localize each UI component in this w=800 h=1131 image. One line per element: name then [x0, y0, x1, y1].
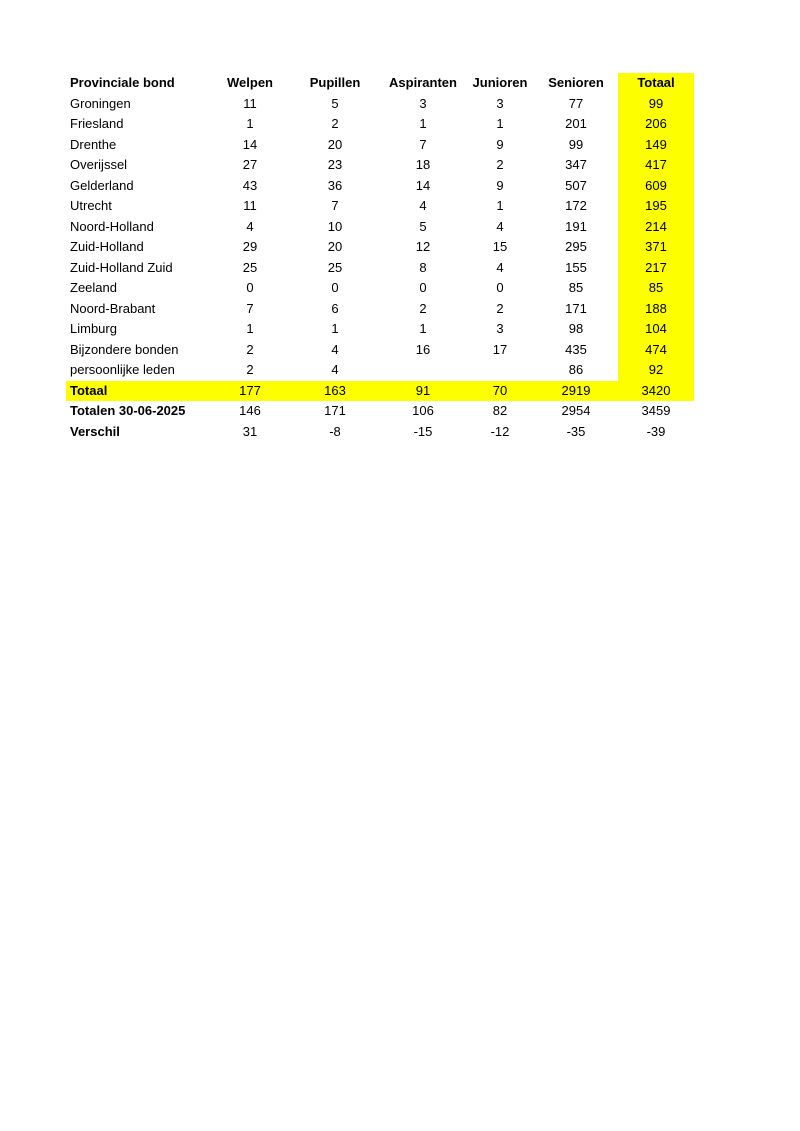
table-row [66, 176, 694, 197]
cell-totaal: 85 [618, 278, 694, 299]
cell-totaal: 206 [618, 114, 694, 135]
difference-row [66, 422, 694, 443]
cell-totaal: 474 [618, 340, 694, 361]
cell-senioren: 171 [565, 300, 587, 316]
cell-welpen: 43 [242, 177, 258, 193]
table-row [66, 299, 694, 320]
previous-aspiranten: 106 [412, 403, 434, 418]
cell-totaal: 371 [618, 237, 694, 258]
diff-senioren: -35 [566, 423, 586, 439]
province-name: Noord-Brabant [70, 300, 156, 316]
cell-senioren: 85 [568, 280, 584, 295]
cell-senioren: 507 [565, 177, 587, 193]
previous-totals-label: Totalen 30-06-2025 [70, 403, 186, 418]
table-row [66, 135, 694, 156]
province-name: Friesland [70, 116, 124, 131]
total-row [66, 381, 694, 402]
table-row [66, 217, 694, 238]
table-row [66, 114, 694, 135]
province-name: Limburg [70, 321, 117, 336]
province-name: Utrecht [70, 198, 112, 213]
cell-senioren: 98 [568, 321, 584, 336]
cell-welpen: 14 [242, 136, 258, 152]
cell-totaal: 99 [618, 94, 694, 115]
table-row [66, 258, 694, 279]
cell-totaal: 92 [618, 360, 694, 381]
cell-pupillen: 20 [327, 136, 343, 152]
cell-pupillen: 6 [331, 300, 339, 316]
province-name: Bijzondere bonden [70, 341, 179, 357]
cell-totaal: 609 [618, 176, 694, 197]
province-name: persoonlijke leden [70, 362, 175, 377]
cell-aspiranten: 14 [415, 177, 431, 193]
header-row [66, 73, 694, 94]
cell-aspiranten: 1 [419, 321, 427, 336]
cell-junioren [466, 360, 534, 381]
cell-welpen: 4 [246, 218, 254, 234]
cell-junioren: 4 [496, 259, 504, 275]
cell-aspiranten: 4 [419, 198, 427, 213]
table-row [66, 319, 694, 340]
cell-senioren: 347 [565, 157, 587, 172]
cell-pupillen: 7 [331, 198, 339, 213]
cell-pupillen: 23 [327, 157, 343, 172]
header-aspiranten: Aspiranten [389, 75, 457, 90]
total-welpen: 177 [239, 382, 261, 398]
cell-pupillen: 25 [327, 259, 343, 275]
header-provinciale-bond: Provinciale bond [70, 75, 175, 90]
cell-welpen: 7 [246, 300, 254, 316]
cell-pupillen: 1 [331, 321, 339, 336]
cell-senioren: 435 [565, 341, 587, 357]
cell-pupillen: 4 [331, 362, 339, 377]
cell-aspiranten: 1 [419, 116, 427, 131]
diff-welpen: 31 [242, 423, 258, 439]
spreadsheet [66, 73, 694, 442]
cell-aspiranten: 5 [419, 218, 427, 234]
previous-pupillen: 171 [324, 403, 346, 418]
province-name: Zuid-Holland [70, 239, 144, 254]
header-totaal: Totaal [618, 73, 694, 94]
cell-pupillen: 0 [331, 280, 339, 295]
total-aspiranten: 91 [415, 382, 431, 398]
cell-junioren: 3 [496, 95, 504, 111]
cell-junioren: 4 [496, 218, 504, 234]
province-name: Groningen [70, 95, 131, 111]
table-row [66, 196, 694, 217]
cell-junioren: 2 [496, 300, 504, 316]
diff-totaal: -39 [646, 423, 666, 439]
cell-totaal: 214 [618, 217, 694, 238]
cell-senioren: 86 [568, 362, 584, 377]
province-name: Noord-Holland [70, 218, 154, 234]
cell-aspiranten: 7 [419, 136, 427, 152]
cell-senioren: 155 [565, 259, 587, 275]
cell-pupillen: 20 [327, 239, 343, 254]
cell-junioren: 15 [492, 239, 508, 254]
cell-welpen: 0 [246, 280, 254, 295]
previous-totaal: 3459 [641, 403, 671, 418]
cell-pupillen: 4 [331, 341, 339, 357]
province-name: Zeeland [70, 280, 117, 295]
cell-junioren: 9 [496, 177, 504, 193]
total-totaal: 3420 [641, 382, 671, 398]
total-senioren: 2919 [561, 382, 591, 398]
cell-totaal: 104 [618, 319, 694, 340]
cell-junioren: 9 [496, 136, 504, 152]
header-pupillen: Pupillen [309, 75, 361, 90]
province-name: Gelderland [70, 177, 134, 193]
diff-aspiranten: -15 [413, 423, 433, 439]
cell-pupillen: 36 [327, 177, 343, 193]
diff-pupillen: -8 [329, 423, 341, 439]
cell-totaal: 217 [618, 258, 694, 279]
cell-totaal: 188 [618, 299, 694, 320]
cell-aspiranten: 2 [419, 300, 427, 316]
membership-table [66, 73, 694, 442]
cell-welpen: 2 [246, 362, 254, 377]
cell-aspiranten: 12 [415, 239, 431, 254]
previous-senioren: 2954 [561, 403, 591, 418]
cell-aspiranten: 3 [419, 95, 427, 111]
header-junioren: Junioren [472, 75, 528, 90]
cell-pupillen: 2 [331, 116, 339, 131]
cell-welpen: 29 [242, 239, 258, 254]
cell-senioren: 201 [565, 116, 587, 131]
cell-junioren: 1 [496, 116, 504, 131]
cell-aspiranten: 16 [415, 341, 431, 357]
table-row [66, 360, 694, 381]
header-welpen: Welpen [227, 75, 273, 90]
cell-aspiranten: 18 [415, 157, 431, 172]
cell-aspiranten [380, 360, 466, 381]
cell-welpen: 1 [246, 116, 254, 131]
cell-junioren: 3 [496, 321, 504, 336]
table-row [66, 340, 694, 361]
difference-label: Verschil [70, 423, 120, 439]
cell-welpen: 11 [243, 95, 257, 111]
cell-pupillen: 5 [331, 95, 339, 111]
cell-welpen: 1 [246, 321, 254, 336]
previous-welpen: 146 [239, 403, 261, 418]
cell-senioren: 172 [565, 198, 587, 213]
diff-junioren: -12 [490, 423, 510, 439]
cell-junioren: 2 [496, 157, 504, 172]
previous-totals-row [66, 401, 694, 422]
cell-junioren: 0 [496, 280, 504, 295]
province-name: Zuid-Holland Zuid [70, 259, 173, 275]
cell-welpen: 11 [243, 198, 257, 213]
cell-junioren: 1 [496, 198, 504, 213]
cell-senioren: 77 [568, 95, 584, 111]
cell-aspiranten: 8 [419, 259, 427, 275]
table-row [66, 237, 694, 258]
table-row [66, 94, 694, 115]
header-senioren: Senioren [548, 75, 604, 90]
total-label: Totaal [70, 382, 108, 398]
cell-welpen: 27 [242, 157, 258, 172]
cell-totaal: 149 [618, 135, 694, 156]
cell-senioren: 295 [565, 239, 587, 254]
cell-senioren: 99 [568, 136, 584, 152]
cell-pupillen: 10 [327, 218, 343, 234]
cell-aspiranten: 0 [419, 280, 427, 295]
table-row [66, 155, 694, 176]
province-name: Overijssel [70, 157, 128, 172]
cell-welpen: 25 [242, 259, 258, 275]
cell-welpen: 2 [246, 341, 254, 357]
cell-senioren: 191 [565, 218, 587, 234]
cell-totaal: 195 [618, 196, 694, 217]
cell-totaal: 417 [618, 155, 694, 176]
table-row [66, 278, 694, 299]
previous-junioren: 82 [492, 403, 508, 418]
total-junioren: 70 [492, 382, 508, 398]
total-pupillen: 163 [324, 382, 346, 398]
cell-junioren: 17 [492, 341, 508, 357]
province-name: Drenthe [70, 136, 117, 152]
